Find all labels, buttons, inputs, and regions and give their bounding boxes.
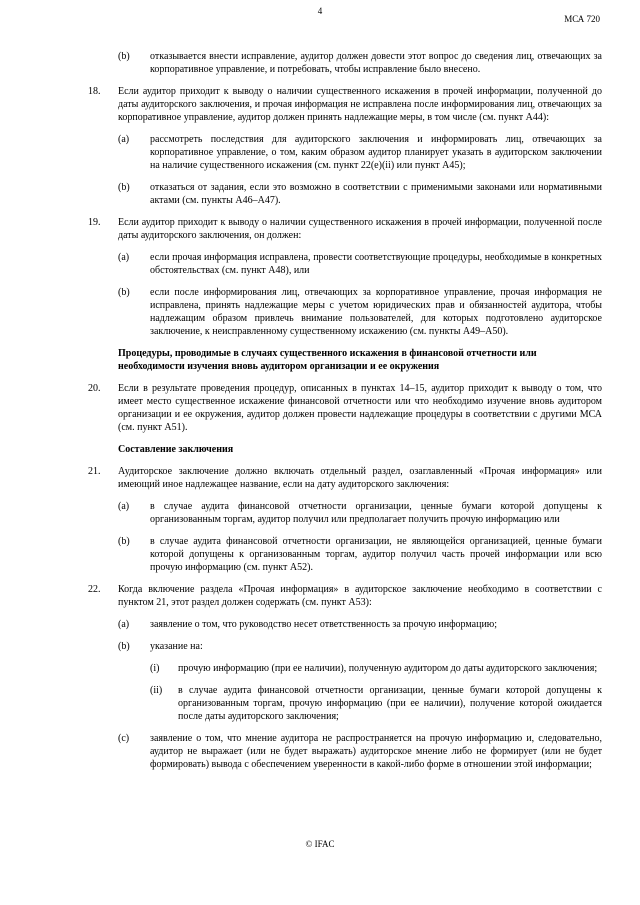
numbered-paragraph — [88, 85, 602, 124]
item-label: (a) — [118, 619, 130, 630]
page-number: 4 — [317, 6, 323, 16]
item-label: (a) — [118, 252, 130, 263]
list-item — [118, 500, 602, 526]
item-label: 20. — [88, 383, 101, 394]
item-label: (b) — [118, 182, 130, 193]
item-text: отказывается внести исправление, аудитор должен довести этот вопрос до сведения лиц, отвечающих за корпоративное управление, и потребовать, чтобы исправление было внесено. — [150, 51, 602, 75]
item-label: (b) — [118, 536, 130, 547]
list-item — [118, 640, 602, 653]
item-label: (a) — [118, 501, 130, 512]
item-text: если прочая информация исправлена, провести соответствующие процедуры, необходимые в конкретных обстоятельствах (см. пункт A48), или — [150, 252, 602, 276]
item-label: 19. — [88, 217, 101, 228]
item-label: (c) — [118, 733, 130, 744]
item-text: Аудиторское заключение должно включать отдельный раздел, озаглавленный «Прочая информация» или имеющий иное надлежащее название, если на дату аудиторского заключения: — [118, 466, 602, 490]
item-label: (a) — [118, 134, 130, 145]
document-code: МСА 720 — [564, 14, 600, 24]
list-item — [118, 251, 602, 277]
item-text: в случае аудита финансовой отчетности организации, ценные бумаги которой допущены к организованным торгам, прочую информацию (при ее наличии), получение которой ожидается после даты аудиторского заключения; — [178, 685, 602, 722]
numbered-paragraph — [88, 382, 602, 434]
section-heading: Процедуры, проводимые в случаях существенного искажения в финансовой отчетности или необходимости изучения вновь аудитором организации и ее окружения — [118, 348, 537, 372]
item-text: Когда включение раздела «Прочая информация» в аудиторское заключение необходимо в соответствии с пунктом 21, этот раздел должен содержать (см. пункт A53): — [118, 584, 602, 608]
item-text: указание на: — [150, 641, 203, 652]
section-heading: Составление заключения — [118, 444, 234, 455]
sub-list-item — [150, 662, 602, 675]
item-label: (ii) — [150, 685, 163, 696]
item-text: Если аудитор приходит к выводу о наличии существенного искажения в прочей информации, полученной до даты аудиторского заключения, и прочая информация не исправлена после информирования лиц, отвечающих за корпоративное управление, аудитор должен принять надлежащие меры, в том числе (см. пункт A44): — [118, 86, 602, 123]
numbered-paragraph — [88, 583, 602, 609]
numbered-paragraph — [88, 465, 602, 491]
item-label: (b) — [118, 51, 130, 62]
item-label: 22. — [88, 584, 101, 595]
list-item — [118, 286, 602, 338]
document-body — [88, 50, 602, 780]
item-text: Если аудитор приходит к выводу о наличии существенного искажения в прочей информации, полученной после даты аудиторского заключения, он должен: — [118, 217, 602, 241]
item-text: заявление о том, что руководство несет ответственность за прочую информацию; — [150, 619, 498, 630]
item-label: 18. — [88, 86, 101, 97]
item-text: в случае аудита финансовой отчетности организации, не являющейся организацией, ценные бумаги которой допущены к организованным торгам, аудитор получил часть прочей информации или всю прочую информацию (см. пункт A52). — [150, 536, 602, 573]
item-label: (b) — [118, 287, 130, 298]
item-text: прочую информацию (при ее наличии), полученную аудитором до даты аудиторского заключения; — [178, 663, 598, 674]
item-text: в случае аудита финансовой отчетности организации, ценные бумаги которой допущены к организованным торгам, аудитор получил или предполагает получить прочую информацию или — [150, 501, 602, 525]
list-item — [118, 50, 602, 76]
item-text: Если в результате проведения процедур, описанных в пунктах 14–15, аудитор приходит к выводу о том, что имеет место существенное искажение финансовой отчетности или что необходимо изучение вновь аудитором организации и ее окружения, аудитор должен провести надлежащие процедуры в соответствии с другими МСА (см. пункт A51). — [118, 383, 602, 433]
sub-list-item — [150, 684, 602, 723]
list-item — [118, 732, 602, 771]
footer-copyright: © IFAC — [305, 839, 335, 849]
item-text: отказаться от задания, если это возможно в соответствии с применимыми законами или нормативными актами (см. пункты A46–A47). — [150, 182, 602, 206]
numbered-paragraph — [88, 216, 602, 242]
list-item — [118, 133, 602, 172]
item-text: если после информирования лиц, отвечающих за корпоративное управление, прочая информация не исправлена, принять надлежащие меры с учетом юридических прав и обязанностей аудитора, чтобы надлежащим образом привлечь внимание пользователей, для которых подготовлено аудиторское заключение, к неисправленному существенному искажению (см. пункты A49–A50). — [150, 287, 602, 337]
list-item — [118, 181, 602, 207]
list-item — [118, 618, 602, 631]
item-text: рассмотреть последствия для аудиторского заключения и информировать лиц, отвечающих за корпоративное управление, о том, каким образом аудитор планирует указать в аудиторском заключении на наличие существенного искажения (см. пункт 22(e)(ii) или пункт A45); — [150, 134, 602, 171]
item-label: (b) — [118, 641, 130, 652]
item-text: заявление о том, что мнение аудитора не распространяется на прочую информацию и, следовательно, аудитор не выражает (или не будет выражать) аудиторское мнение либо не формирует (или не будет формировать) вывода с обеспечением уверенности в какой-либо форме в отношении этой информации; — [150, 733, 602, 770]
list-item — [118, 535, 602, 574]
item-label: 21. — [88, 466, 101, 477]
item-label: (i) — [150, 663, 160, 674]
